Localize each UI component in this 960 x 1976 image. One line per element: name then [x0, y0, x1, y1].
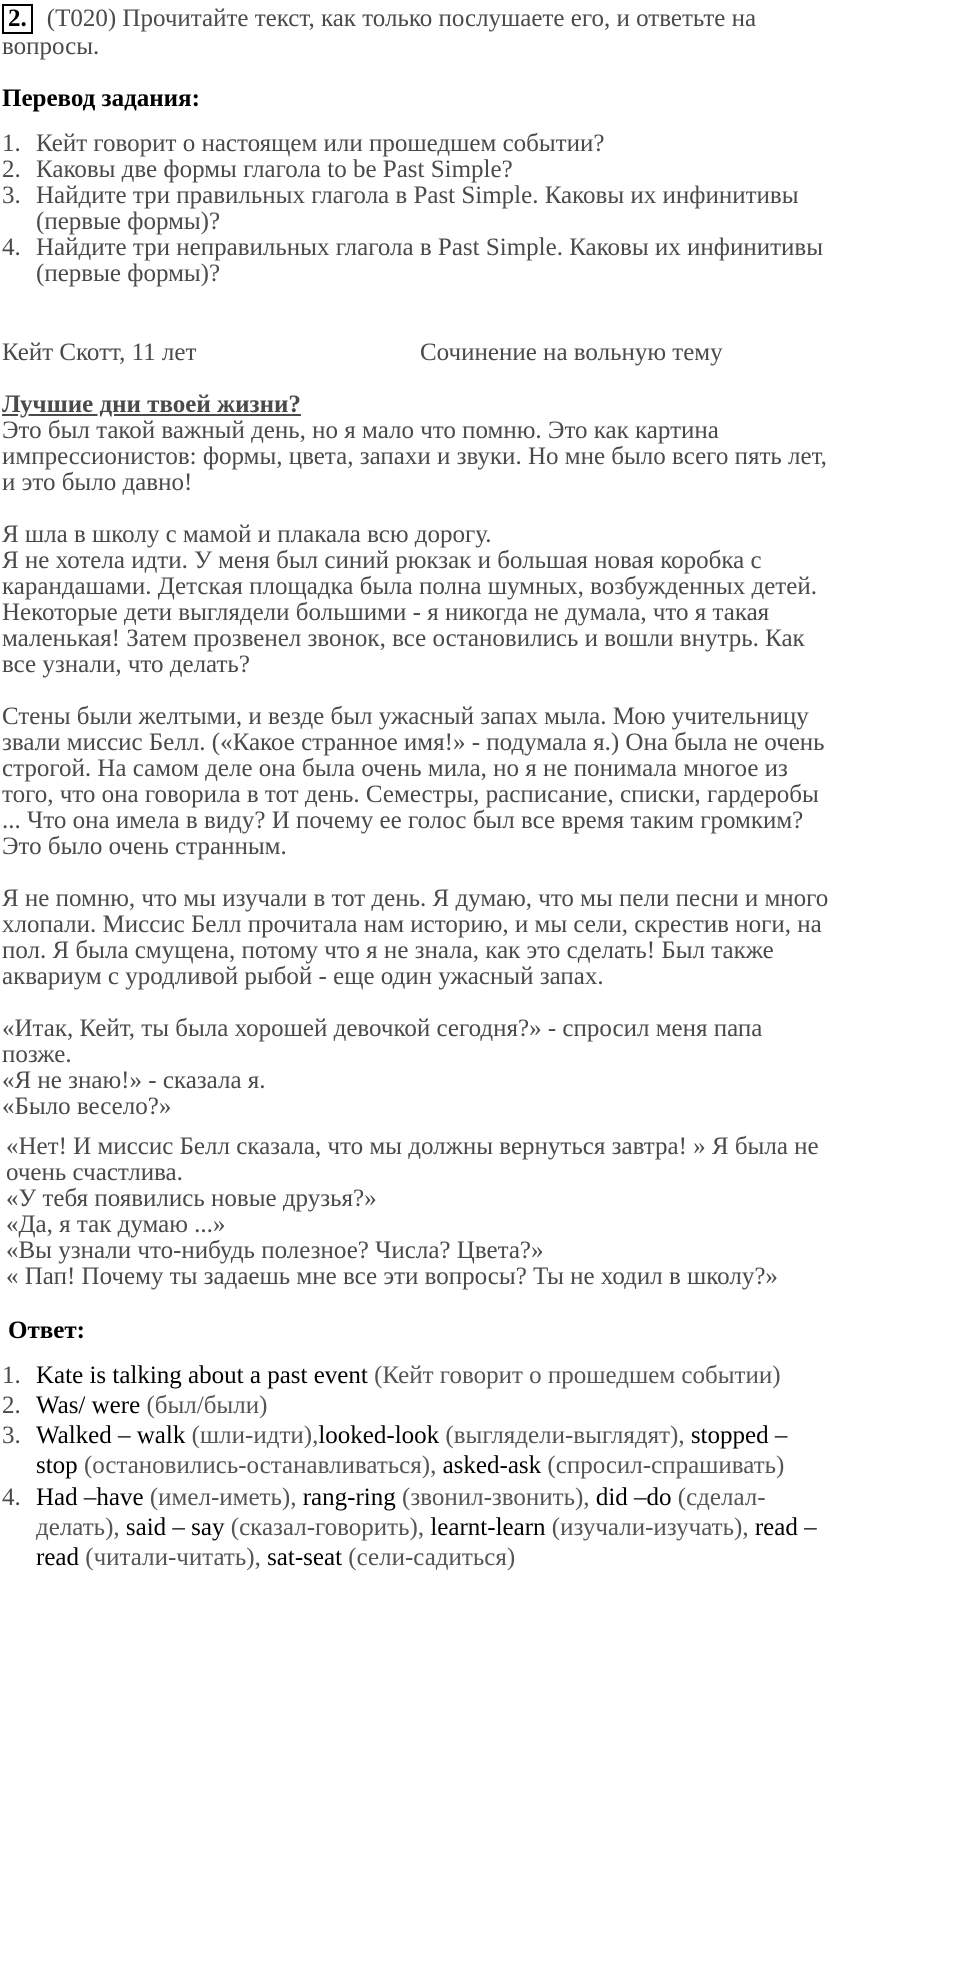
translation-item-3-cont: (первые формы)? [36, 208, 221, 235]
answer-heading: Ответ: [8, 1317, 85, 1344]
essay-line: «Вы узнали что-нибудь полезное? Числа? Цвета?» [6, 1237, 544, 1264]
answer-item-2: 2. Was/ were (был/были) [2, 1392, 268, 1419]
answer-item-1: 1. Kate is talking about a past event (Кейт говорит о прошедшем событии) [2, 1362, 781, 1389]
task-instruction-line2: вопросы. [2, 33, 100, 60]
answer-item-4: 4. Had –have (имел-иметь), rang-ring (звонил-звонить), did –do (сделал- [2, 1484, 766, 1511]
essay-line: «Было весело?» [2, 1093, 172, 1120]
essay-line: «Итак, Кейт, ты была хорошей девочкой сегодня?» - спросил меня папа [2, 1015, 763, 1042]
essay-line: позже. [2, 1041, 72, 1068]
essay-type: Сочинение на вольную тему [420, 339, 723, 366]
translation-item-4-cont: (первые формы)? [36, 260, 221, 287]
essay-line: импрессионистов: формы, цвета, запахи и звуки. Но мне было всего пять лет, [2, 443, 827, 470]
task-number: 2. [2, 4, 33, 34]
translation-item-3: 3. Найдите три правильных глагола в Past Simple. Каковы их инфинитивы [2, 182, 799, 209]
essay-line: все узнали, что делать? [2, 651, 250, 678]
essay-line: «Я не знаю!» - сказала я. [2, 1067, 266, 1094]
essay-line: карандашами. Детская площадка была полна шумных, возбужденных детей. [2, 573, 817, 600]
essay-title: Лучшие дни твоей жизни? [2, 391, 301, 418]
answer-item-3-cont: stop (остановились-останавливаться), asked-ask (спросил-спрашивать) [36, 1452, 785, 1479]
answer-item-3: 3. Walked – walk (шли-идти),looked-look (выглядели-выглядят), stopped – [2, 1422, 788, 1449]
essay-line: « Пап! Почему ты задаешь мне все эти вопросы? Ты не ходил в школу?» [6, 1263, 778, 1290]
essay-line: Я не хотела идти. У меня был синий рюкзак и большая новая коробка с [2, 547, 762, 574]
essay-line: «Да, я так думаю ...» [6, 1211, 226, 1238]
answer-item-4-cont2: read (читали-читать), sat-seat (сели-садиться) [36, 1544, 516, 1571]
task-instruction-line1: (T020) Прочитайте текст, как только послушаете его, и ответьте на [46, 5, 757, 32]
essay-line: «У тебя появились новые друзья?» [6, 1185, 377, 1212]
translation-item-1: 1. Кейт говорит о настоящем или прошедшем событии? [2, 130, 605, 157]
essay-line: пол. Я была смущена, потому что я не знала, как это сделать! Был также [2, 937, 774, 964]
translation-heading: Перевод задания: [2, 85, 200, 112]
essay-line: «Нет! И миссис Белл сказала, что мы должны вернуться завтра! » Я была не [6, 1133, 819, 1160]
essay-line: очень счастлива. [6, 1159, 183, 1186]
essay-line: хлопали. Миссис Белл прочитала нам историю, и мы сели, скрестив ноги, на [2, 911, 822, 938]
answer-item-4-cont: делать), said – say (сказал-говорить), learnt-learn (изучали-изучать), read – [36, 1514, 817, 1541]
essay-line: того, что она говорила в тот день. Семестры, расписание, списки, гардеробы [2, 781, 819, 808]
translation-item-2: 2. Каковы две формы глагола to be Past Simple? [2, 156, 513, 183]
translation-item-4: 4. Найдите три неправильных глагола в Past Simple. Каковы их инфинитивы [2, 234, 823, 261]
essay-line: и это было давно! [2, 469, 193, 496]
task-header [2, 4, 756, 34]
essay-line: Это был такой важный день, но я мало что помню. Это как картина [2, 417, 719, 444]
essay-line: Это было очень странным. [2, 833, 287, 860]
essay-line: Я шла в школу с мамой и плакала всю дорогу. [2, 521, 492, 548]
essay-line: строгой. На самом деле она была очень мила, но я не понимала многое из [2, 755, 788, 782]
essay-line: аквариум с уродливой рыбой - еще один ужасный запах. [2, 963, 604, 990]
essay-line: звали миссис Белл. («Какое странное имя!» - подумала я.) Она была не очень [2, 729, 825, 756]
essay-line: ... Что она имела в виду? И почему ее голос был все время таким громким? [2, 807, 804, 834]
essay-line: Стены были желтыми, и везде был ужасный запах мыла. Мою учительницу [2, 703, 809, 730]
essay-author: Кейт Скотт, 11 лет [2, 339, 197, 366]
essay-line: Некоторые дети выглядели большими - я никогда не думала, что я такая [2, 599, 770, 626]
essay-line: Я не помню, что мы изучали в тот день. Я думаю, что мы пели песни и много [2, 885, 829, 912]
essay-line: маленькая! Затем прозвенел звонок, все остановились и вошли внутрь. Как [2, 625, 805, 652]
